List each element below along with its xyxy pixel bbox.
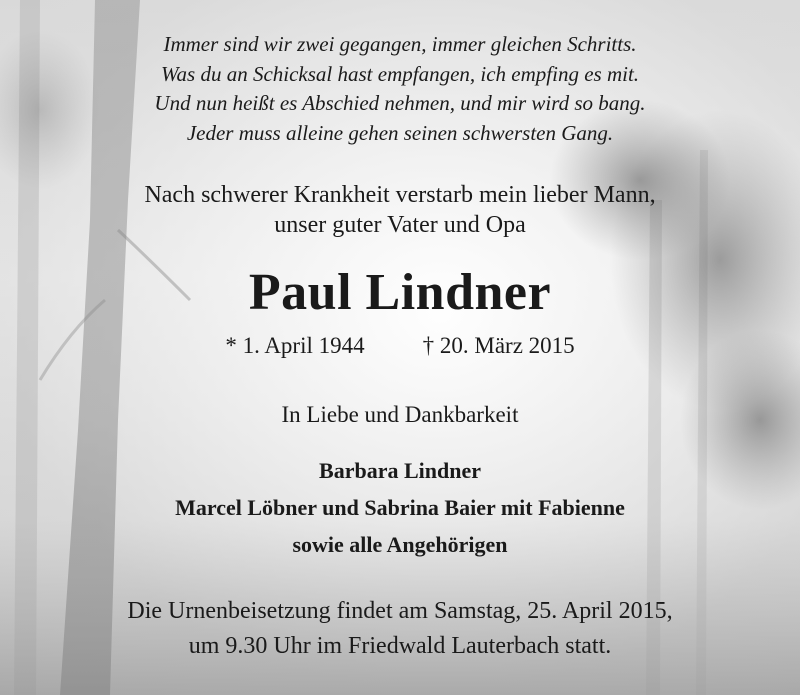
poem-line: Jeder muss alleine gehen seinen schwersten Gang. [186, 120, 614, 145]
birth-date: * 1. April 1944 [225, 333, 365, 358]
deceased-name: Paul Lindner [248, 264, 552, 321]
poem-line: Was du an Schicksal hast empfangen, ich empfing es mit. [160, 61, 640, 86]
burial-info [0, 594, 800, 664]
poem [0, 30, 800, 148]
burial-line: um 9.30 Uhr im Friedwald Lauterbach statt. [188, 633, 612, 659]
intro-line: unser guter Vater und Opa [274, 212, 526, 238]
poem-line: Und nun heißt es Abschied nehmen, und mir wird so bang. [154, 91, 646, 115]
poem-line: Immer sind wir zwei gegangen, immer gleichen Schritts. [163, 32, 637, 56]
intro-line: Nach schwerer Krankheit verstarb mein lieber Mann, [144, 182, 656, 208]
mourner-line: Marcel Löbner und Sabrina Baier mit Fabienne [175, 495, 625, 520]
closing-phrase: In Liebe und Dankbarkeit [281, 402, 519, 427]
burial-line: Die Urnenbeisetzung findet am Samstag, 25. April 2015, [127, 598, 673, 624]
mourner-line: Barbara Lindner [319, 458, 481, 483]
life-dates [0, 331, 800, 361]
mourner-line: sowie alle Angehörigen [292, 532, 508, 557]
mourners-list [0, 452, 800, 563]
intro-text [0, 180, 800, 240]
death-date: † 20. März 2015 [422, 333, 575, 358]
